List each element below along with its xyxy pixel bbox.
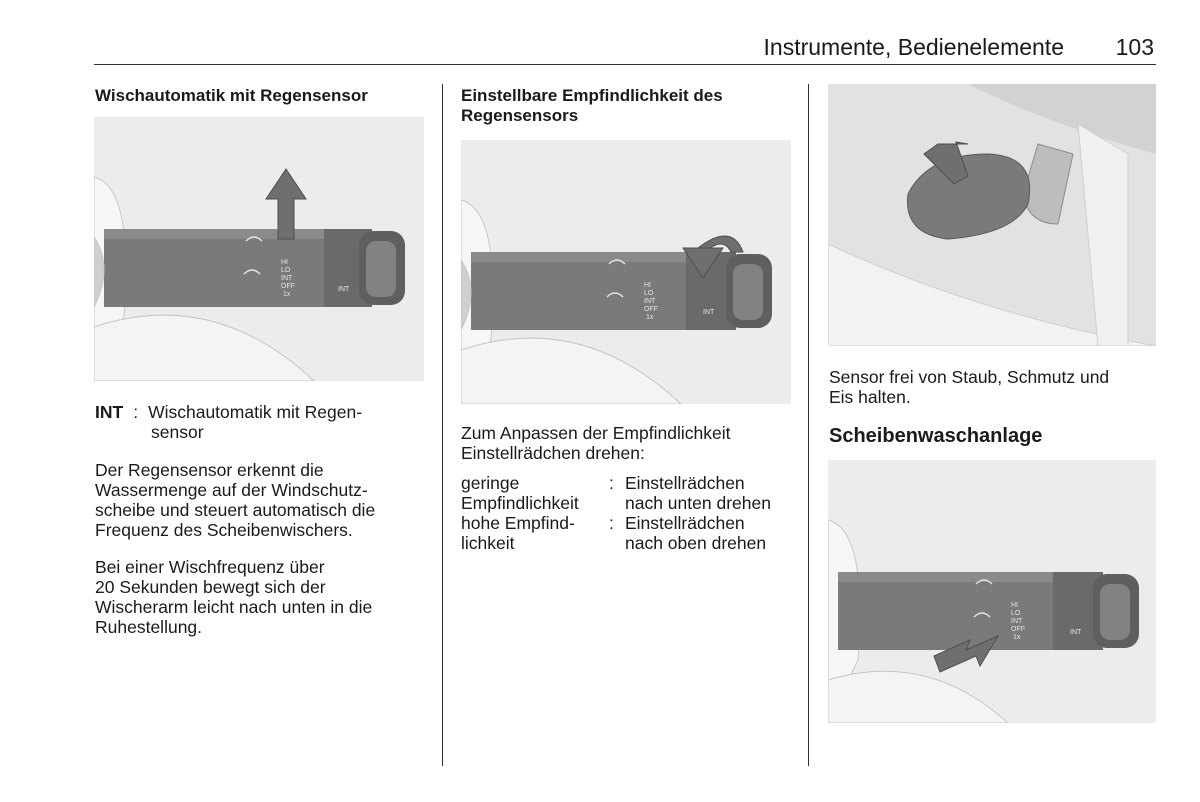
def-desc: Wischautomatik mit Regen- — [148, 402, 363, 422]
text-line: scheibe und steuert automatisch die — [95, 500, 376, 520]
text-line: Einstellrädchen drehen: — [461, 443, 645, 463]
stalk-label-hi: HI — [281, 259, 288, 266]
row-term: Empfindlichkeit — [461, 493, 579, 513]
stalk-ring-label: INT — [1070, 629, 1082, 636]
table-row — [461, 473, 771, 513]
paragraph-sensor — [95, 460, 435, 540]
table-row — [461, 513, 771, 553]
stalk-ring-label: INT — [703, 309, 715, 316]
column-divider-1 — [442, 84, 443, 766]
row-term: geringe — [461, 473, 520, 493]
heading-line: Einstellbare Empfindlichkeit des — [461, 86, 723, 105]
text-line: 20 Sekunden bewegt sich der — [95, 577, 326, 597]
row-desc: Einstellrädchen — [625, 473, 745, 493]
text-line: Wassermenge auf der Windschutz- — [95, 480, 368, 500]
column-divider-2 — [808, 84, 809, 766]
text-line: Der Regensensor erkennt die — [95, 460, 324, 480]
section-heading-sensitivity — [461, 86, 723, 126]
text-line: Wischerarm leicht nach unten in die — [95, 597, 373, 617]
stalk-label-1x: 1x — [1013, 634, 1021, 641]
section-heading-rain-sensor: Wischautomatik mit Regensensor — [95, 86, 368, 105]
page-number: 103 — [1115, 34, 1154, 60]
text-line: Zum Anpassen der Empfindlichkeit — [461, 423, 731, 443]
caption-sensor — [829, 367, 1159, 407]
paragraph-adjust — [461, 423, 801, 463]
running-header-title: Instrumente, Bedienelemente — [763, 34, 1064, 60]
row-sep: : — [609, 513, 614, 533]
row-term: hohe Empfind- — [461, 513, 575, 533]
row-desc: nach unten drehen — [625, 493, 771, 513]
def-desc: sensor — [151, 422, 204, 442]
paragraph-frequency — [95, 557, 435, 637]
text-line: Frequenz des Scheibenwischers. — [95, 520, 353, 540]
stalk-label-1x: 1x — [283, 291, 291, 298]
header-rule — [94, 64, 1156, 65]
figure-wiper-stalk-wheel — [461, 140, 791, 404]
row-sep: : — [609, 473, 614, 493]
definition-int — [95, 402, 425, 442]
stalk-label-off: OFF — [644, 306, 658, 313]
stalk-label-lo: LO — [644, 290, 654, 297]
section-heading-washer: Scheibenwaschanlage — [829, 425, 1043, 447]
def-sep: : — [133, 402, 139, 422]
stalk-label-int: INT — [1011, 618, 1023, 625]
stalk-label-hi: HI — [1011, 602, 1018, 609]
stalk-label-int: INT — [644, 298, 656, 305]
stalk-label-lo: LO — [1011, 610, 1021, 617]
text-line: Eis halten. — [829, 387, 911, 407]
row-desc: Einstellrädchen — [625, 513, 745, 533]
text-line: Ruhestellung. — [95, 617, 203, 637]
sensitivity-table — [461, 473, 771, 553]
figure-wiper-stalk-pull — [828, 460, 1156, 723]
row-desc: nach oben drehen — [625, 533, 767, 553]
row-term: lichkeit — [461, 533, 515, 553]
stalk-label-off: OFF — [1011, 626, 1025, 633]
heading-line: Regensensors — [461, 106, 579, 125]
stalk-label-1x: 1x — [646, 314, 654, 321]
def-term: INT — [95, 402, 124, 422]
stalk-label-hi: HI — [644, 282, 651, 289]
text-line: Sensor frei von Staub, Schmutz und — [829, 367, 1110, 387]
figure-wiper-stalk-up — [94, 117, 424, 381]
text-line: Bei einer Wischfrequenz über — [95, 557, 325, 577]
stalk-ring-label: INT — [338, 286, 350, 293]
stalk-label-off: OFF — [281, 283, 295, 290]
figure-rain-sensor-windshield — [828, 84, 1156, 346]
stalk-label-lo: LO — [281, 267, 291, 274]
stalk-label-int: INT — [281, 275, 293, 282]
